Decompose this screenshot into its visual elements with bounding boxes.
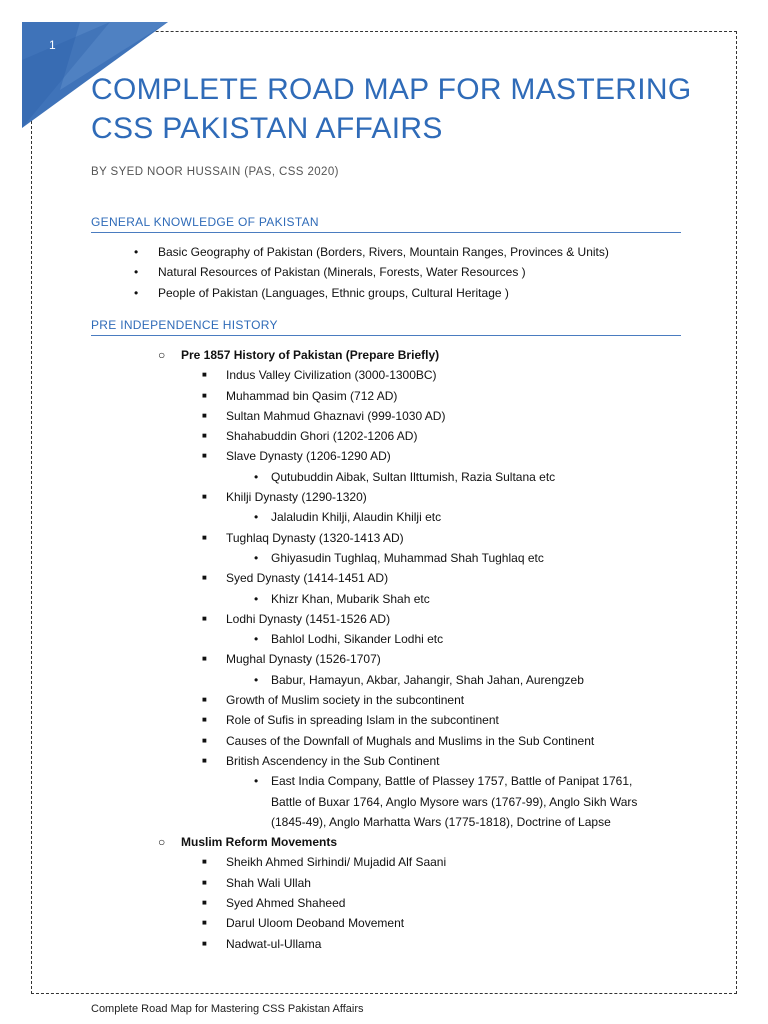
list-item: • Natural Resources of Pakistan (Minerals, Forests, Water Resources ) [0,262,609,282]
list-item: ■ Causes of the Downfall of Mughals and Muslims in the Sub Continent [0,731,637,751]
list-item: ■ Indus Valley Civilization (3000-1300BC) [0,365,637,385]
page-footer: Complete Road Map for Mastering CSS Pakistan Affairs [91,1003,364,1015]
square-bullet-icon: ■ [202,735,207,745]
sub-list-item: • East India Company, Battle of Plassey 1757, Battle of Panipat 1761, [0,771,637,791]
page-number: 1 [49,38,56,52]
section-heading-pre-independence: PRE INDEPENDENCE HISTORY [91,318,681,336]
bullet-icon: • [254,469,259,484]
square-bullet-icon: ■ [202,715,207,725]
general-knowledge-list [0,242,609,303]
page-title [91,70,691,148]
sub-list-item: • Ghiyasudin Tughlaq, Muhammad Shah Tughlaq etc [0,548,637,568]
circle-bullet-icon: ○ [158,835,166,850]
list-item: ■ Darul Uloom Deoband Movement [0,913,637,933]
list-item: ■ Lodhi Dynasty (1451-1526 AD) [0,609,637,629]
bullet-icon: • [254,774,259,789]
list-item: ■ Sultan Mahmud Ghaznavi (999-1030 AD) [0,406,637,426]
circle-bullet-icon: ○ [158,348,166,362]
list-item: ■ Slave Dynasty (1206-1290 AD) [0,446,637,466]
bullet-icon: • [134,265,139,280]
square-bullet-icon: ■ [202,613,207,623]
bullet-icon: • [254,550,259,565]
list-item: ■ Syed Ahmed Shaheed [0,893,637,913]
title-line-2: CSS PAKISTAN AFFAIRS [91,112,443,145]
list-item: ■ Tughlaq Dynasty (1320-1413 AD) [0,528,637,548]
group-heading-pre-1857: ○ Pre 1857 History of Pakistan (Prepare Briefly) [0,345,637,365]
square-bullet-icon: ■ [202,857,207,867]
byline: BY SYED NOOR HUSSAIN (PAS, CSS 2020) [91,166,339,178]
list-item: ■ Syed Dynasty (1414-1451 AD) [0,568,637,588]
square-bullet-icon: ■ [202,431,207,441]
square-bullet-icon: ■ [202,573,207,583]
bullet-icon: • [254,591,259,606]
square-bullet-icon: ■ [202,918,207,928]
sub-list-item: • Jalaludin Khilji, Alaudin Khilji etc [0,507,637,527]
list-item: ■ Shahabuddin Ghori (1202-1206 AD) [0,426,637,446]
square-bullet-icon: ■ [202,938,207,948]
bullet-icon: • [254,510,259,525]
list-item: ■ Role of Sufis in spreading Islam in the subcontinent [0,710,637,730]
list-item: ■ Mughal Dynasty (1526-1707) [0,649,637,669]
list-item: • People of Pakistan (Languages, Ethnic groups, Cultural Heritage ) [0,283,609,303]
sub-list-item-continuation: (1845-49), Anglo Marhatta Wars (1775-1818), Doctrine of Lapse [271,814,611,829]
list-item: ■ Nadwat-ul-Ullama [0,934,637,954]
square-bullet-icon: ■ [202,654,207,664]
list-item: ■ Khilji Dynasty (1290-1320) [0,487,637,507]
square-bullet-icon: ■ [202,410,207,420]
title-line-1: COMPLETE ROAD MAP FOR MASTERING [91,73,692,106]
square-bullet-icon: ■ [202,532,207,542]
list-item: ■ Growth of Muslim society in the subcontinent [0,690,637,710]
bullet-icon: • [254,632,259,647]
bullet-icon: • [254,672,259,687]
list-item: ■ British Ascendency in the Sub Continent [0,751,637,771]
list-item: • Basic Geography of Pakistan (Borders, Rivers, Mountain Ranges, Provinces & Units) [0,242,609,262]
list-item: ■ Sheikh Ahmed Sirhindi/ Mujadid Alf Saani [0,852,637,872]
square-bullet-icon: ■ [202,877,207,887]
square-bullet-icon: ■ [202,451,207,461]
square-bullet-icon: ■ [202,695,207,705]
sub-list-item: • Babur, Hamayun, Akbar, Jahangir, Shah Jahan, Aurengzeb [0,670,637,690]
pre-independence-list [0,345,637,954]
group-heading-muslim-reform: ○ Muslim Reform Movements [0,832,637,852]
square-bullet-icon: ■ [202,390,207,400]
square-bullet-icon: ■ [202,370,207,380]
sub-list-item: • Khizr Khan, Mubarik Shah etc [0,589,637,609]
bullet-icon: • [134,285,139,300]
list-item: ■ Muhammad bin Qasim (712 AD) [0,386,637,406]
list-item: ■ Shah Wali Ullah [0,873,637,893]
sub-list-item-continuation: Battle of Buxar 1764, Anglo Mysore wars (1767-99), Anglo Sikh Wars [271,794,638,809]
sub-list-item: • Qutubuddin Aibak, Sultan Ilttumish, Razia Sultana etc [0,467,637,487]
square-bullet-icon: ■ [202,492,207,502]
square-bullet-icon: ■ [202,755,207,765]
sub-list-item: • Bahlol Lodhi, Sikander Lodhi etc [0,629,637,649]
square-bullet-icon: ■ [202,898,207,908]
bullet-icon: • [134,245,139,259]
section-heading-general-knowledge: GENERAL KNOWLEDGE OF PAKISTAN [91,215,681,233]
